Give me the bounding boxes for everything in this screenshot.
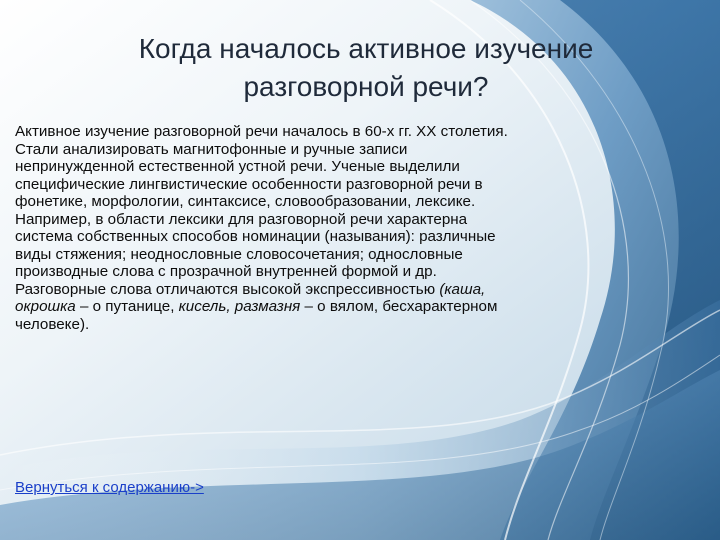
paragraph-part-1: Активное изучение разговорной речи началось в 60-х гг. XX столетия. Стали анализировать магнитофонные и ручные записи непринужденной естественной устной речи. Ученые выделили специфические лингвистические особенности разговорной речи в фонетике, морфологии, синтаксисе, словообразовании, лексике. Например, в области лексики для разговорной речи характерна система собственных способов номинации (называния): различные виды стяжения; неоднословные словосочетания; однословные производные слова с прозрачной внутренней формой и др. Разговорные слова отличаются высокой экспрессивностью: [15, 123, 508, 298]
paragraph-italic-2: кисель, размазня: [178, 298, 301, 315]
slide-body-paragraph: [15, 123, 511, 333]
return-to-contents-link[interactable]: Вернуться к содержанию->: [15, 479, 204, 496]
paragraph-part-2: – о путанице,: [75, 298, 179, 315]
paragraph-italic-1: (каша, окрошка: [15, 280, 486, 315]
slide-title: Когда началось активное изучение разговорной речи?: [138, 33, 594, 102]
paragraph-part-3: – о вялом, бесхарактерном человеке).: [15, 298, 498, 333]
